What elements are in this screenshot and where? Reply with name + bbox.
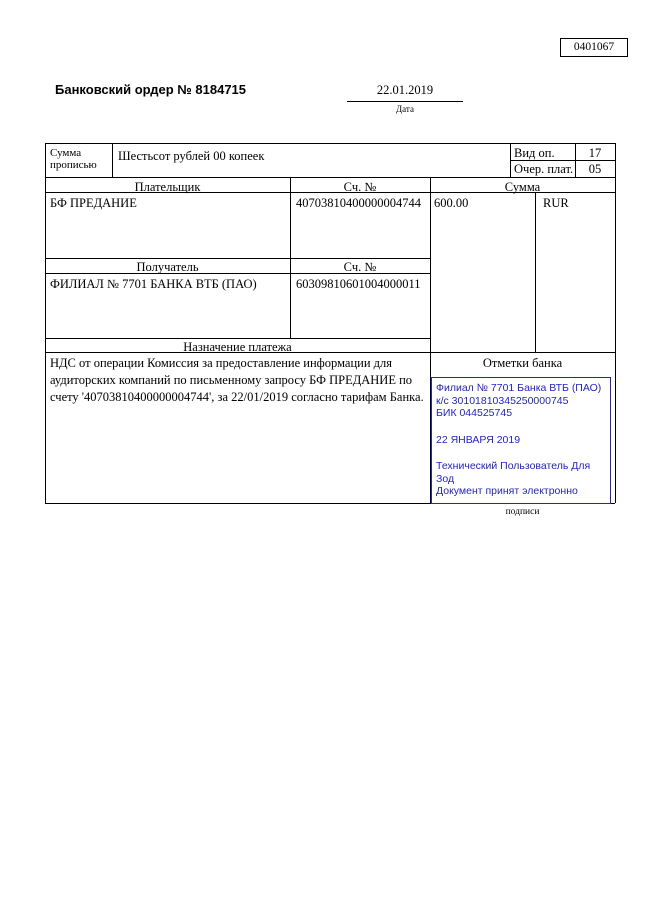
payee-account: 60309810601004000011 (296, 277, 421, 291)
table-border-top (45, 143, 615, 144)
purpose-text: НДС от операции Комиссия за предоставление информации для аудиторских компаний по письменному запросу БФ ПРЕДАНИЕ по счету '40703810400000004744', за 22/01/2019 согласно тарифам Банка. (50, 356, 424, 404)
vid-op-divider (510, 160, 615, 161)
vid-op-label: Вид оп. (514, 146, 555, 160)
currency-value: RUR (543, 196, 569, 210)
currency-divider (535, 192, 536, 352)
payee-name: ФИЛИАЛ № 7701 БАНКА ВТБ (ПАО) (50, 277, 257, 291)
table-border-left (45, 143, 46, 503)
ocher-plat-value: 05 (588, 162, 602, 176)
ocher-plat-label: Очер. плат. (514, 162, 574, 176)
table-border-right (615, 143, 616, 503)
date-block (347, 83, 463, 114)
payer-header: Плательщик (134, 180, 201, 194)
stamp-bik-line: БИК 044525745 (436, 407, 513, 419)
payee-account-header: Сч. № (343, 260, 377, 274)
stamp-operator-line: Технический Пользователь Для Зод (436, 460, 591, 485)
payer-account: 40703810400000004744 (296, 196, 421, 210)
payer-account-header: Сч. № (343, 180, 377, 194)
payee-bottom (45, 338, 430, 339)
amount-words-bottom (45, 177, 615, 178)
bank-stamp (431, 377, 611, 504)
amount-header: Сумма (504, 180, 541, 194)
date-value: 22.01.2019 (347, 83, 463, 102)
vid-op-value: 17 (588, 146, 602, 160)
amount-words-label: Сумма прописью (50, 147, 97, 171)
form-code-box: 0401067 (560, 38, 628, 57)
vid-op-col-divider (510, 143, 511, 177)
amount-value: 600.00 (434, 196, 469, 210)
stamp-electronic-line: Документ принят электронно (436, 485, 578, 497)
stamp-date-line: 22 ЯНВАРЯ 2019 (436, 433, 521, 446)
purpose-header: Назначение платежа (183, 340, 292, 354)
payer-name: БФ ПРЕДАНИЕ (50, 196, 137, 210)
payer-bottom (45, 258, 430, 259)
amount-words-label-divider (112, 143, 113, 177)
signatures-label: подписи (505, 507, 540, 517)
payee-header: Получатель (136, 260, 199, 274)
stamp-corr-account-line: к/с 30101810345250000745 (436, 394, 569, 407)
document-title: Банковский ордер № 8184715 (55, 82, 247, 97)
amount-words-value: Шестьсот рублей 00 копеек (118, 149, 265, 163)
date-label: Дата (396, 104, 414, 114)
stamp-branch-line: Филиал № 7701 Банка ВТБ (ПАО) (436, 382, 602, 394)
payer-account-divider (290, 177, 291, 338)
bank-marks-header: Отметки банка (482, 356, 563, 370)
